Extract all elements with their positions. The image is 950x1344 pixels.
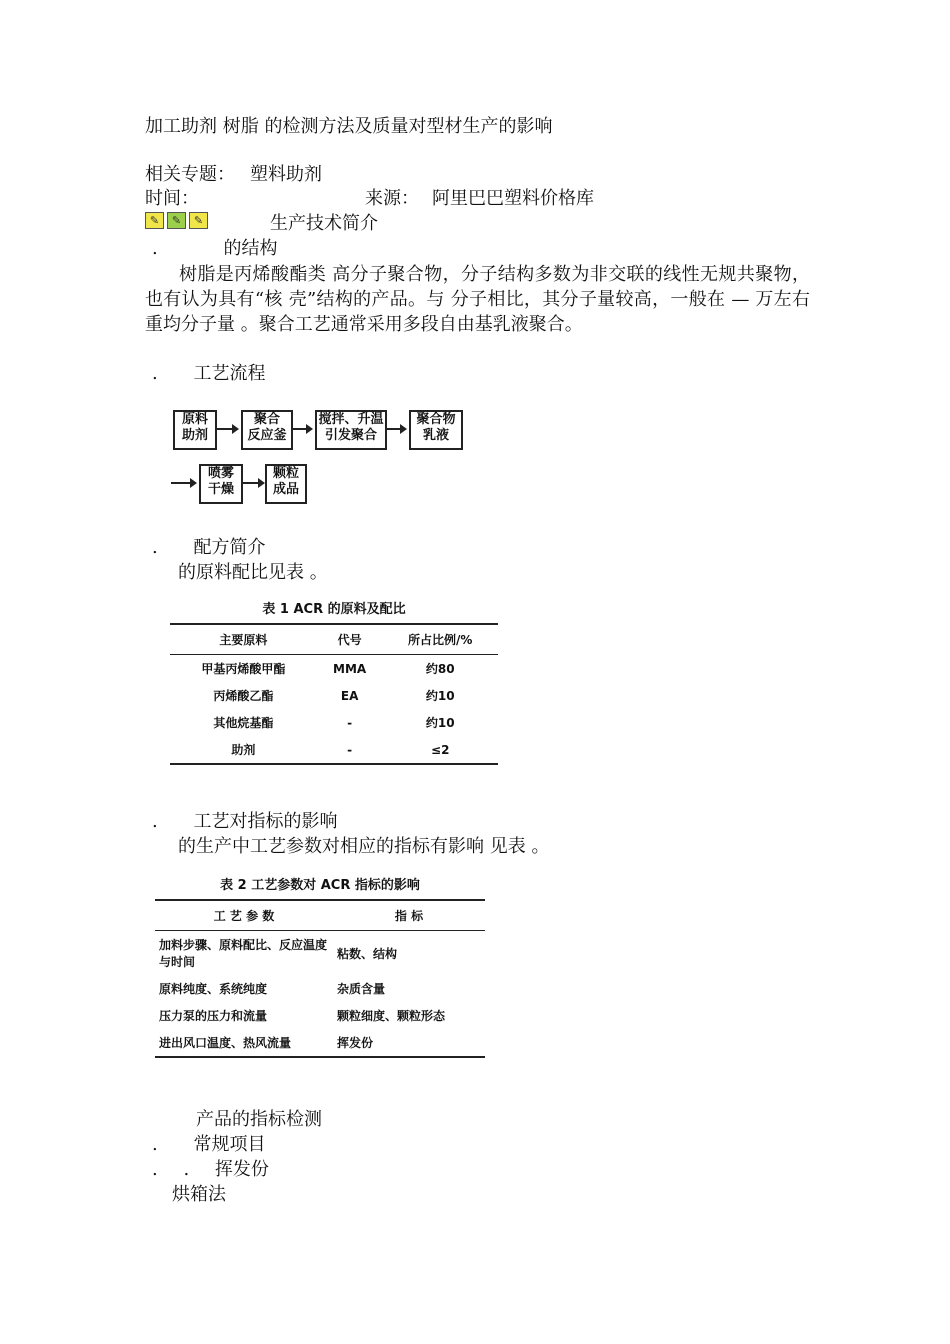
table-cell: 约10 bbox=[425, 716, 455, 730]
flow-box-emulsion: 聚合物 乳液 bbox=[409, 410, 463, 450]
table-cell: 压力泵的压力和流量 bbox=[159, 1009, 268, 1023]
print-icon[interactable]: ✎ bbox=[167, 212, 186, 229]
table-cell: 助剂 bbox=[170, 736, 317, 764]
table-cell: EA bbox=[340, 688, 359, 703]
page-title: 加工助剂 树脂 的检测方法及质量对型材生产的影响 bbox=[145, 116, 553, 137]
flow-arrow bbox=[241, 482, 263, 484]
table-cell: 原料纯度、系统纯度 bbox=[159, 982, 268, 996]
table1-header: 所占比例/% bbox=[382, 624, 498, 655]
source-label: 来源： bbox=[365, 188, 419, 209]
table-row bbox=[170, 709, 498, 736]
table-row bbox=[155, 975, 485, 1002]
table-cell: 挥发份 bbox=[333, 1029, 485, 1057]
table-row bbox=[155, 1029, 485, 1057]
flow-arrow bbox=[215, 428, 237, 430]
table-cell: 其他烷基酯 bbox=[213, 716, 274, 730]
process-flow-diagram bbox=[165, 400, 485, 512]
table-cell: - bbox=[347, 715, 353, 730]
flow-box-raw-materials: 原料 助剂 bbox=[173, 410, 217, 450]
section-quality-heading: 产品的指标检测 bbox=[196, 1109, 322, 1130]
structure-paragraph: 树脂是丙烯酸酯类 高分子聚合物，分子结构多数为非交联的线性无规共聚物，也有认为具有“核 壳”结构的产品。与 分子相比，其分子量较高，一般在 — 万左右 重均分子量 。聚合工艺通常采用多段自由基乳液聚合。 bbox=[145, 264, 810, 335]
table2-header: 指 标 bbox=[333, 900, 485, 931]
table-cell: 加料步骤、原料配比、反应温度与时间 bbox=[159, 938, 328, 969]
table-cell: - bbox=[317, 736, 383, 764]
source-value[interactable]: 阿里巴巴塑料价格库 bbox=[432, 188, 594, 209]
table-cell: 粘数、结构 bbox=[337, 946, 398, 961]
section-process-heading: . 工艺流程 bbox=[152, 363, 266, 384]
flow-arrow bbox=[291, 428, 311, 430]
flow-arrow bbox=[171, 482, 195, 484]
section-formula-heading: . 配方简介 bbox=[152, 537, 266, 558]
volatile-heading: . . 挥发份 bbox=[152, 1159, 269, 1180]
process-effect-line: 的生产中工艺参数对相应的指标有影响 见表 。 bbox=[178, 836, 550, 857]
table-acr-materials bbox=[170, 598, 498, 765]
flow-box-granule-product: 颗粒 成品 bbox=[265, 464, 307, 504]
table2-header: 工 艺 参 数 bbox=[155, 900, 333, 931]
time-label: 时间： bbox=[145, 188, 199, 209]
icon-strip bbox=[145, 212, 208, 229]
table1-caption: 表 1 ACR 的原料及配比 bbox=[262, 602, 406, 617]
table-row bbox=[170, 655, 498, 683]
routine-items-heading: . 常规项目 bbox=[152, 1134, 266, 1155]
section-structure-heading: . 的结构 bbox=[152, 238, 278, 259]
table-cell: 丙烯酸乙酯 bbox=[213, 689, 274, 703]
table1-header: 代号 bbox=[317, 624, 383, 655]
edit-icon[interactable]: ✎ bbox=[145, 212, 164, 229]
section-process-effect-heading: . 工艺对指标的影响 bbox=[152, 811, 338, 832]
table-row bbox=[155, 1002, 485, 1029]
table-cell: 约10 bbox=[425, 689, 455, 703]
table-cell: MMA bbox=[333, 661, 367, 676]
flow-box-spray-dry: 喷雾 干燥 bbox=[199, 464, 243, 504]
table-cell: 杂质含量 bbox=[337, 982, 386, 996]
oven-method: 烘箱法 bbox=[172, 1184, 226, 1205]
table-cell: ≤2 bbox=[382, 736, 498, 764]
formula-line: 的原料配比见表 。 bbox=[178, 562, 328, 583]
table-cell: 进出风口温度、热风流量 bbox=[155, 1029, 333, 1057]
flow-arrow bbox=[385, 428, 405, 430]
share-icon[interactable]: ✎ bbox=[189, 212, 208, 229]
table-cell: 颗粒细度、颗粒形态 bbox=[337, 1009, 446, 1023]
table-cell: 约80 bbox=[425, 662, 455, 676]
table1-header: 主要原料 bbox=[170, 624, 317, 655]
intro-heading: 生产技术简介 bbox=[270, 213, 378, 234]
table-process-parameters bbox=[155, 874, 485, 1058]
topic-value[interactable]: 塑料助剂 bbox=[250, 164, 322, 185]
table2-caption: 表 2 工艺参数对 ACR 指标的影响 bbox=[220, 878, 420, 893]
flow-box-stir-heat: 搅拌、升温 引发聚合 bbox=[315, 410, 387, 450]
topic-label: 相关专题： bbox=[145, 164, 235, 185]
table-row bbox=[155, 931, 485, 976]
table-row bbox=[170, 682, 498, 709]
flow-box-reactor: 聚合 反应釜 bbox=[241, 410, 293, 450]
table-cell: 甲基丙烯酸甲酯 bbox=[201, 662, 286, 676]
table-row bbox=[170, 736, 498, 764]
